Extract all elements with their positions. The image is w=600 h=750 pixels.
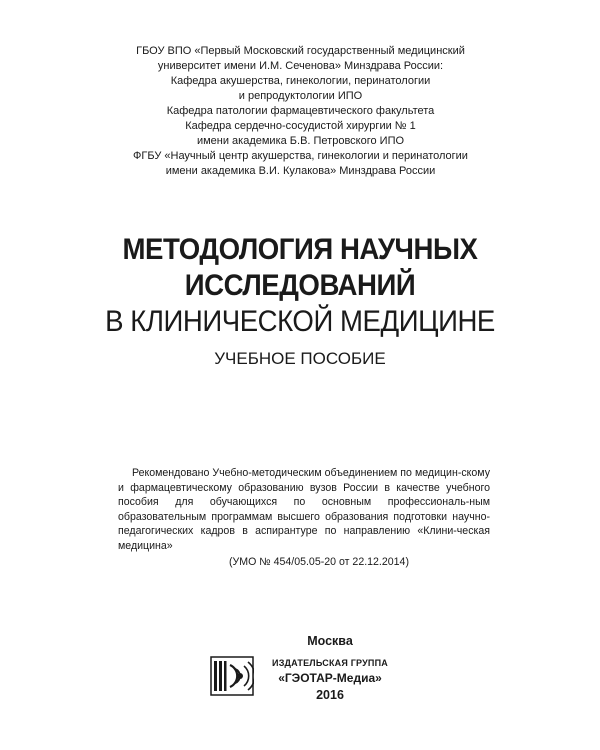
title-line-2: ИССЛЕДОВАНИЙ (184, 269, 416, 302)
publisher-group-label: ИЗДАТЕЛЬСКАЯ ГРУППА (272, 658, 388, 668)
publication-year: 2016 (316, 688, 344, 702)
institution-4 (118, 119, 483, 149)
institution-line: имени академика Б.В. Петровского ИПО (196, 135, 405, 147)
book-title (40, 232, 560, 370)
publisher-name: «ГЭОТАР-Медиа» (278, 671, 382, 685)
institution-line: и репродуктологии ИПО (238, 90, 363, 102)
institution-line: имени академика В.И. Кулакова» Минздрава России (165, 165, 436, 177)
institution-line: Кафедра патологии фармацевтического факультета (166, 105, 435, 117)
institution-line: ГБОУ ВПО «Первый Московский государственный медицинский (136, 45, 465, 57)
institution-line: Кафедра сердечно-сосудистой хирургии № 1 (185, 120, 416, 132)
institutions-block (118, 44, 483, 179)
institution-5 (118, 149, 483, 179)
geotar-logo-icon (210, 656, 254, 696)
umo-reference: (УМО № 454/05.05-20 от 22.12.2014) (229, 556, 409, 568)
institution-1 (118, 44, 483, 74)
publisher-city: Москва (307, 634, 353, 648)
institution-line: ФГБУ «Научный центр акушерства, гинекологии и перинатологии (133, 150, 468, 162)
title-line-3: В КЛИНИЧЕСКОЙ МЕДИЦИНЕ (105, 305, 495, 338)
institution-line: Кафедра акушерства, гинекологии, перинатологии (170, 75, 431, 87)
title-line-1: МЕТОДОЛОГИЯ НАУЧНЫХ (122, 233, 478, 266)
institution-2 (118, 74, 483, 104)
recommendation-text: Рекомендовано Учебно-методическим объединением по медицин-скому и фармацевтическому образованию вузов России в качестве учебного пособия для обучающихся по основным профессиональ-ным образовательным программам высшего образования подготовки научно-педагогических кадров в аспирантуре по направлению «Клини-ческая медицина» (118, 467, 490, 552)
book-subtitle: УЧЕБНОЕ ПОСОБИЕ (214, 349, 386, 368)
publisher-block (210, 634, 400, 714)
institution-3 (118, 104, 483, 119)
institution-line: университет имени И.М. Сеченова» Минздрава России: (157, 60, 444, 72)
